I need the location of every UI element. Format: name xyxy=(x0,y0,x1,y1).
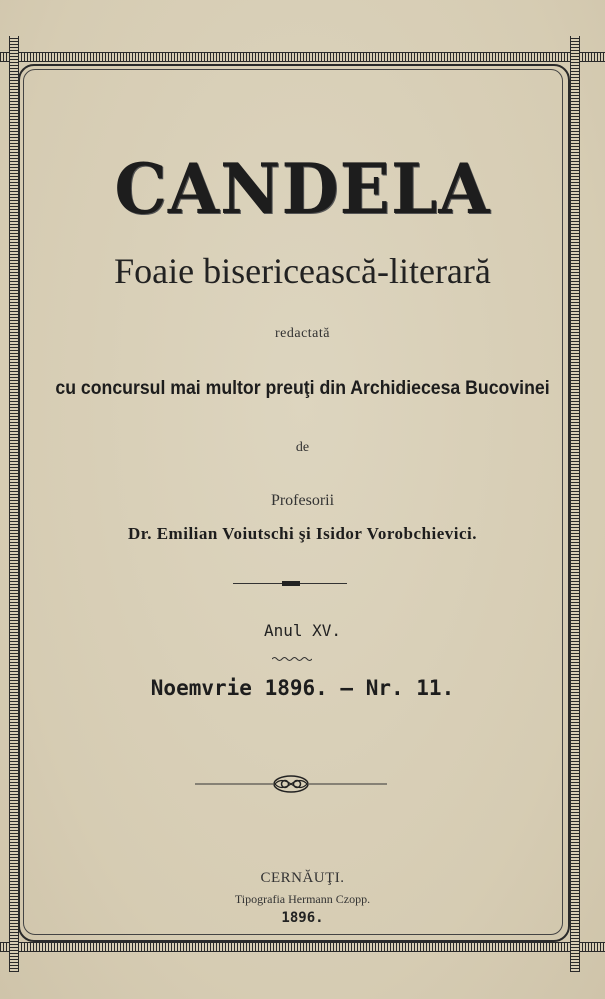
bottom-border-bar xyxy=(0,942,605,952)
wavy-rule-icon xyxy=(272,656,312,662)
contributors-line: cu concursul mai multor preuţi din Archidiecesa Bucovinei xyxy=(55,378,550,399)
edited-line: redactată xyxy=(274,326,330,341)
by-line: de xyxy=(295,440,310,455)
magazine-subtitle: Foaie bisericească-literară xyxy=(114,251,491,291)
role-line: Profesorii xyxy=(270,492,335,509)
volume-line: Anul XV. xyxy=(263,621,342,640)
issue-line: Noemvrie 1896. — Nr. 11. xyxy=(150,676,455,700)
ornament-divider-icon xyxy=(195,773,387,795)
year: 1896. xyxy=(281,910,324,926)
magazine-title: CANDELA xyxy=(114,148,491,230)
city: CERNĂUŢI. xyxy=(260,870,345,886)
authors-line: Dr. Emilian Voiutschi şi Isidor Vorobchievici. xyxy=(127,524,478,543)
printer: Tipografia Hermann Czopp. xyxy=(234,892,371,906)
section-divider-mark xyxy=(282,581,300,586)
top-border-bar xyxy=(0,52,605,62)
